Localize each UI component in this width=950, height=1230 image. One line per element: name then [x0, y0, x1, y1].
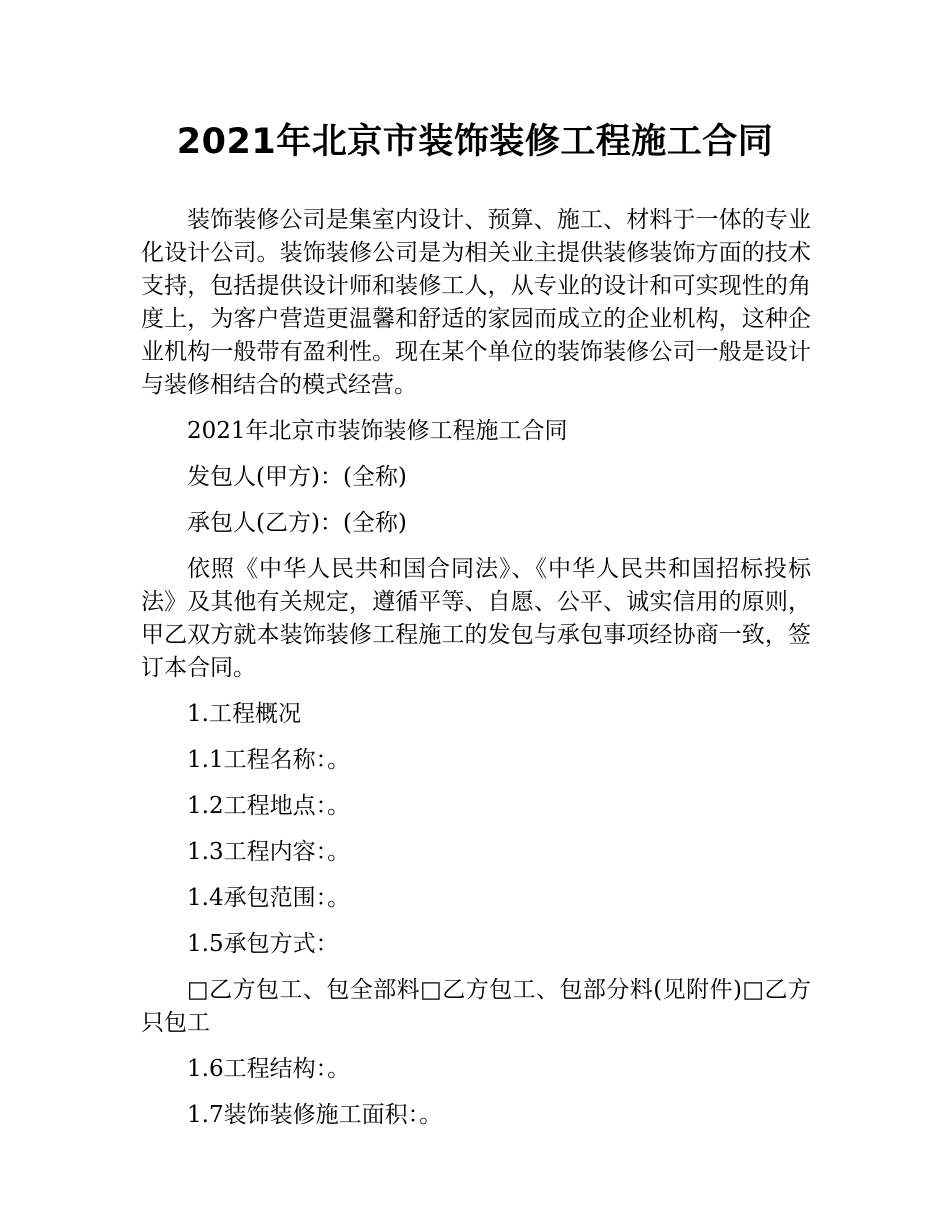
clause-1-1: 1.1工程名称：。	[187, 747, 351, 773]
party-b-line: 承包人(乙方)：(全称)	[187, 510, 407, 536]
clause-1-5: 1.5承包方式：	[187, 931, 339, 957]
contracting-method-options: □乙方包工、包全部料□乙方包工、包部分料(见附件)□乙方只包工	[141, 977, 811, 1036]
contract-name-line: 2021年北京市装饰装修工程施工合同	[187, 418, 568, 444]
document-body	[141, 204, 811, 1145]
clause-1-3: 1.3工程内容：。	[187, 839, 351, 865]
section-heading-project-overview: 1.工程概况	[187, 701, 301, 727]
party-a-line: 发包人(甲方)：(全称)	[187, 464, 407, 490]
legal-basis-paragraph: 依照《中华人民共和国合同法》、《中华人民共和国招标投标法》及其他有关规定，遵循平等、自愿、公平、诚实信用的原则，甲乙双方就本装饰装修工程施工的发包与承包事项经协商一致，签订本合同。	[141, 556, 811, 681]
document-title: 2021年北京市装饰装修工程施工合同	[176, 122, 774, 162]
clause-1-4: 1.4承包范围：。	[187, 885, 351, 911]
intro-paragraph: 装饰装修公司是集室内设计、预算、施工、材料于一体的专业化设计公司。装饰装修公司是为相关业主提供装修装饰方面的技术支持，包括提供设计师和装修工人，从专业的设计和可实现性的角度上，为客户营造更温馨和舒适的家园而成立的企业机构，这种企业机构一般带有盈利性。现在某个单位的装饰装修公司一般是设计与装修相结合的模式经营。	[141, 207, 811, 398]
clause-1-7: 1.7装饰装修施工面积：。	[187, 1102, 443, 1128]
clause-1-6: 1.6工程结构：。	[187, 1056, 351, 1082]
clause-1-2: 1.2工程地点：。	[187, 793, 351, 819]
